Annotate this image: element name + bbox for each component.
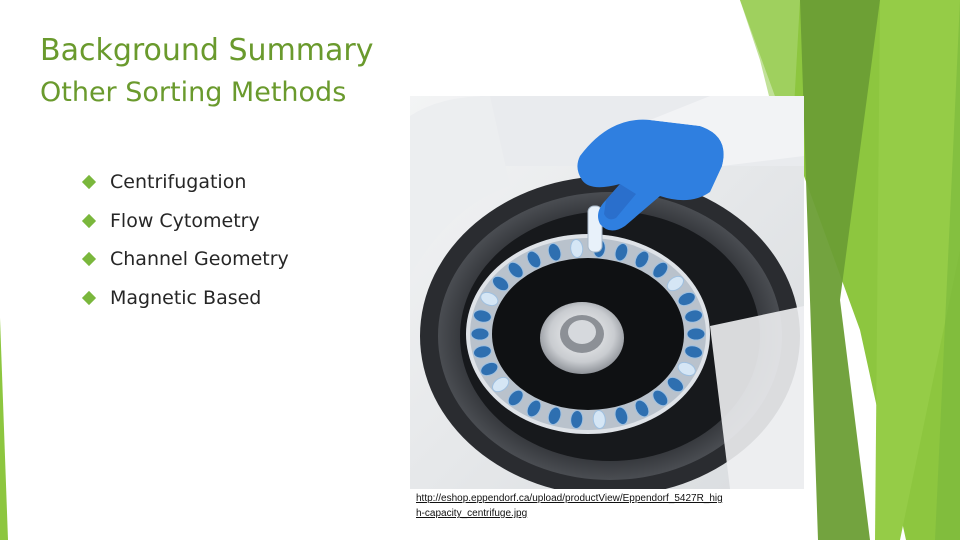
centrifuge-photo: [410, 96, 804, 489]
green-diamond-icon: [82, 291, 96, 305]
bullet-label: Centrifugation: [110, 171, 247, 194]
bullet-item-channel-geometry: [80, 240, 289, 279]
bullet-item-centrifugation: [80, 163, 289, 202]
green-diamond-icon: [82, 252, 96, 266]
image-source-link[interactable]: http://eshop.eppendorf.ca/upload/productView/Eppendorf_5427R_high-capacity_centrifuge.jpg: [416, 493, 723, 519]
bullet-label: Flow Cytometry: [110, 209, 260, 232]
green-diamond-icon: [82, 175, 96, 189]
bullet-item-flow-cytometry: [80, 202, 289, 241]
bullet-label: Magnetic Based: [110, 286, 262, 309]
centrifuge-tube: [471, 328, 489, 340]
centrifuge-illustration: [410, 96, 804, 489]
bullet-label: Channel Geometry: [110, 248, 289, 271]
slide-subtitle: Other Sorting Methods: [40, 77, 347, 108]
slide-title: Background Summary: [40, 33, 374, 68]
bullet-list: [80, 163, 289, 317]
centrifuge-tube: [687, 328, 705, 340]
bullet-item-magnetic-based: [80, 279, 289, 318]
green-diamond-icon: [82, 214, 96, 228]
